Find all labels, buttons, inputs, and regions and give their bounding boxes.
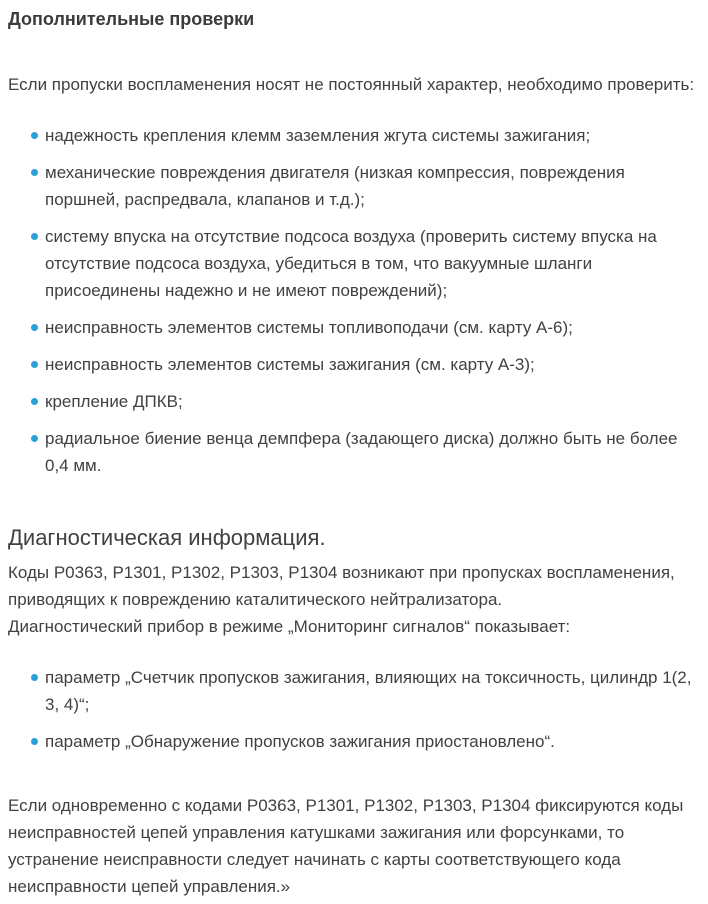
list-item (31, 351, 699, 378)
bullet-icon (31, 435, 38, 442)
list-item-text: неисправность элементов системы зажигания (см. карту А-3); (45, 355, 535, 374)
bullet-icon (31, 361, 38, 368)
list-item-text: неисправность элементов системы топливоподачи (см. карту А-6); (45, 318, 573, 337)
document-page (8, 8, 699, 900)
codes-text: Коды P0363, P1301, P1302, P1303, P1304 возникают при пропусках воспламенения, приводящих к повреждению каталитического нейтрализатора. (8, 563, 675, 609)
list-item (31, 122, 699, 149)
list-item-text: параметр „Обнаружение пропусков зажигания приостановлено“. (45, 732, 555, 751)
closing-paragraph: Если одновременно с кодами P0363, P1301, P1302, P1303, P1304 фиксируются коды неисправностей цепей управления катушками зажигания или форсунками, то устранение неисправности следует начинать с карты соответствующего кода неисправности цепей управления.» (8, 796, 684, 896)
bullet-icon (31, 169, 38, 176)
list-item (31, 664, 699, 718)
list-item-text: надежность крепления клемм заземления жгута системы зажигания; (45, 126, 591, 145)
section-heading-diagnostic-info: Диагностическая информация. (8, 525, 326, 550)
list-item (31, 223, 699, 304)
list-item (31, 388, 699, 415)
diagnostic-paragraph (8, 559, 699, 640)
bullet-icon (31, 324, 38, 331)
list-item (31, 159, 699, 213)
list-item-text: систему впуска на отсутствие подсоса воздуха (проверить систему впуска на отсутствие подсоса воздуха, убедиться в том, что вакуумные шланги присоединены надежно и не имеют повреждений); (45, 227, 657, 300)
bullet-icon (31, 233, 38, 240)
parameters-bullet-list (8, 664, 699, 755)
list-item (31, 314, 699, 341)
list-item-text: радиальное биение венца демпфера (задающего диска) должно быть не более 0,4 мм. (45, 429, 678, 475)
bullet-icon (31, 738, 38, 745)
monitor-text: Диагностический прибор в режиме „Мониторинг сигналов“ показывает: (8, 617, 571, 636)
checks-bullet-list (8, 122, 699, 479)
list-item (31, 728, 699, 755)
section-heading-additional-checks: Дополнительные проверки (8, 9, 255, 29)
intro-paragraph: Если пропуски воспламенения носят не постоянный характер, необходимо проверить: (8, 75, 695, 94)
list-item-text: механические повреждения двигателя (низкая компрессия, повреждения поршней, распредвала, клапанов и т.д.); (45, 163, 625, 209)
list-item-text: параметр „Счетчик пропусков зажигания, влияющих на токсичность, цилиндр 1(2, 3, 4)“; (45, 668, 692, 714)
bullet-icon (31, 132, 38, 139)
bullet-icon (31, 398, 38, 405)
list-item-text: крепление ДПКВ; (45, 392, 183, 411)
list-item (31, 425, 699, 479)
bullet-icon (31, 674, 38, 681)
